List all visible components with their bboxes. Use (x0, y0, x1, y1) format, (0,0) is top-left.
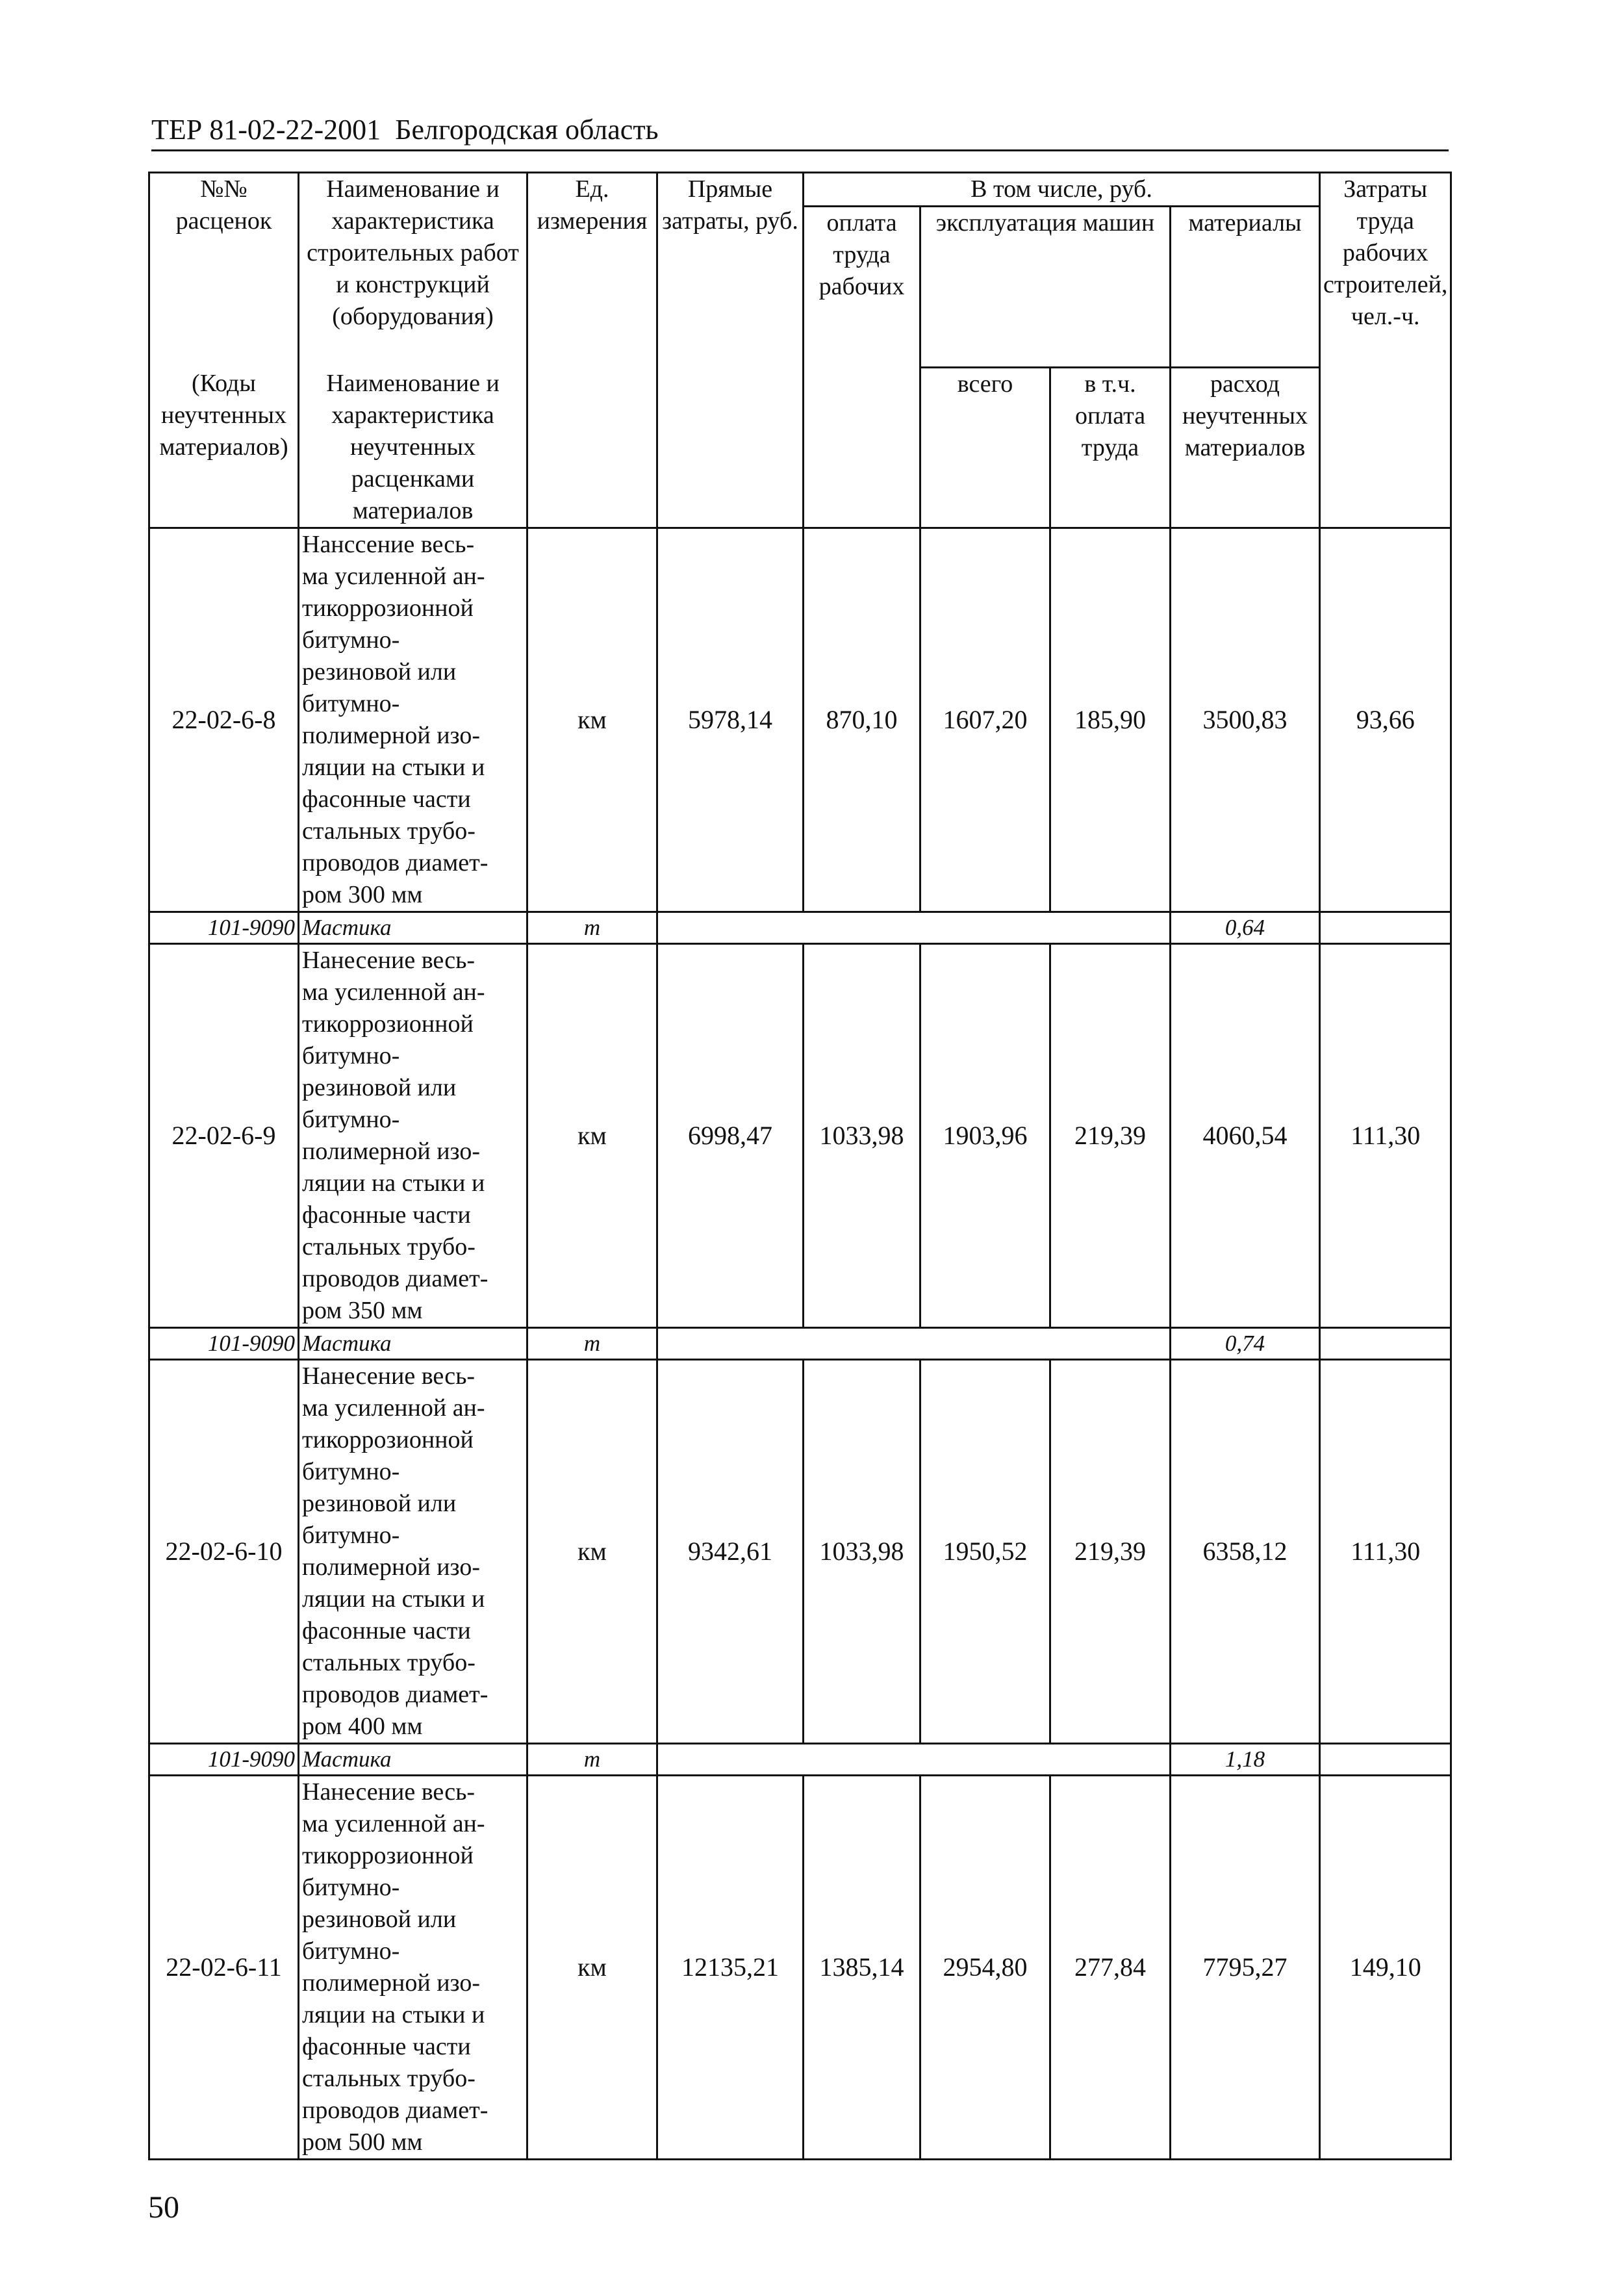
header-material-codes: (Коды неучтенных материалов) (149, 368, 299, 528)
description-line: битумно- (302, 1873, 400, 1901)
materials-cost: 3500,83 (1171, 528, 1320, 912)
description-line: ляции на стыки и (302, 1585, 485, 1613)
description-line: Нанссение весь- (302, 530, 475, 558)
material-name: Мастика (299, 1327, 527, 1359)
work-description (299, 528, 527, 912)
direct-costs: 9342,61 (657, 1359, 804, 1743)
description-line: Нанесение весь- (302, 1778, 476, 1806)
material-row (149, 912, 1451, 943)
materials-cost: 7795,27 (1171, 1775, 1320, 2159)
material-empty (1320, 912, 1451, 943)
header-rate-number: №№ расценок (149, 173, 299, 368)
description-line: резиновой или (302, 658, 457, 685)
description-line: стальных трубо- (302, 1233, 476, 1260)
page-number: 50 (148, 2190, 179, 2225)
description-line: ляции на стыки и (302, 753, 485, 781)
description-line: ма усиленной ан- (302, 562, 485, 590)
header-work-name: Наименование и характеристика строительных работ и конструкций (оборудования) (299, 173, 527, 368)
description-line: ром 350 мм (302, 1296, 423, 1324)
machines-total: 2954,80 (920, 1775, 1050, 2159)
material-name: Мастика (299, 912, 527, 943)
material-code: 101-9090 (149, 1327, 299, 1359)
rate-code: 22-02-6-11 (149, 1775, 299, 2159)
description-line: проводов диамет- (302, 849, 488, 876)
direct-costs: 5978,14 (657, 528, 804, 912)
description-line: фасонные части (302, 1616, 471, 1644)
description-line: ром 500 мм (302, 2128, 423, 2156)
unit: км (527, 943, 657, 1327)
description-line: полимерной изо- (302, 1553, 480, 1581)
description-line: битумно- (302, 1041, 400, 1069)
description-line: ма усиленной ан- (302, 978, 485, 1006)
description-line: тикоррозионной (302, 1425, 474, 1453)
header-machines-total: всего (920, 368, 1050, 528)
description-line: ром 400 мм (302, 1712, 423, 1740)
machines-total: 1903,96 (920, 943, 1050, 1327)
labor-pay: 1033,98 (804, 1359, 920, 1743)
description-line: стальных трубо- (302, 1648, 476, 1676)
labor-hours: 93,66 (1320, 528, 1451, 912)
description-line: полимерной изо- (302, 721, 480, 749)
unit: км (527, 1775, 657, 2159)
rate-code: 22-02-6-9 (149, 943, 299, 1327)
header-unit: Ед. измерения (527, 173, 657, 528)
machines-labor: 277,84 (1050, 1775, 1171, 2159)
unit: км (527, 528, 657, 912)
machines-total: 1950,52 (920, 1359, 1050, 1743)
direct-costs: 6998,47 (657, 943, 804, 1327)
material-unit: т (527, 912, 657, 943)
description-line: тикоррозионной (302, 594, 474, 622)
description-line: стальных трубо- (302, 2064, 476, 2092)
unit: км (527, 1359, 657, 1743)
description-line: резиновой или (302, 1905, 457, 1933)
labor-pay: 1033,98 (804, 943, 920, 1327)
material-unit: т (527, 1327, 657, 1359)
material-blank (657, 1327, 1171, 1359)
material-row (149, 1327, 1451, 1359)
rates-table (148, 172, 1452, 2160)
header-material-names: Наименование и характеристика неучтенных расценками материалов (299, 368, 527, 528)
description-line: ром 300 мм (302, 880, 423, 908)
header-materials: материалы (1171, 207, 1320, 368)
materials-cost: 6358,12 (1171, 1359, 1320, 1743)
material-quantity: 0,64 (1171, 912, 1320, 943)
description-line: фасонные части (302, 785, 471, 813)
description-line: проводов диамет- (302, 1680, 488, 1708)
description-line: проводов диамет- (302, 1264, 488, 1292)
labor-hours: 111,30 (1320, 943, 1451, 1327)
material-unit: т (527, 1743, 657, 1775)
machines-labor: 219,39 (1050, 1359, 1171, 1743)
header-machines: эксплуатация машин (920, 207, 1171, 368)
material-name: Мастика (299, 1743, 527, 1775)
machines-labor: 185,90 (1050, 528, 1171, 912)
material-blank (657, 912, 1171, 943)
header-material-usage: расход неучтенных материалов (1171, 368, 1320, 528)
labor-hours: 111,30 (1320, 1359, 1451, 1743)
description-line: битумно- (302, 1937, 400, 1965)
description-line: ма усиленной ан- (302, 1394, 485, 1422)
material-row (149, 1743, 1451, 1775)
work-description (299, 1775, 527, 2159)
material-quantity: 1,18 (1171, 1743, 1320, 1775)
description-line: полимерной изо- (302, 1969, 480, 1997)
description-line: битумно- (302, 689, 400, 717)
description-line: битумно- (302, 626, 400, 654)
header-labor-hours: Затраты труда рабочих строителей, чел.-ч. (1320, 173, 1451, 528)
rate-row (149, 528, 1451, 912)
description-line: тикоррозионной (302, 1010, 474, 1038)
material-empty (1320, 1743, 1451, 1775)
description-line: фасонные части (302, 2032, 471, 2060)
description-line: ляции на стыки и (302, 2000, 485, 2028)
material-blank (657, 1743, 1171, 1775)
machines-labor: 219,39 (1050, 943, 1171, 1327)
description-line: Нанесение весь- (302, 946, 476, 974)
description-line: стальных трубо- (302, 817, 476, 845)
description-line: проводов диамет- (302, 2096, 488, 2124)
description-line: битумно- (302, 1457, 400, 1485)
description-line: фасонные части (302, 1201, 471, 1229)
doc-code: ТЕР 81-02-22-2001 (151, 114, 381, 146)
rate-code: 22-02-6-8 (149, 528, 299, 912)
rate-row (149, 1775, 1451, 2159)
description-line: битумно- (302, 1521, 400, 1549)
work-description (299, 943, 527, 1327)
material-code: 101-9090 (149, 912, 299, 943)
rate-row (149, 1359, 1451, 1743)
header-machines-labor: в т.ч. оплата труда (1050, 368, 1171, 528)
header-row-1 (149, 173, 1451, 207)
header-labor-pay: оплата труда рабочих (804, 207, 920, 528)
description-line: резиновой или (302, 1489, 457, 1517)
header-direct-costs: Прямые затраты, руб. (657, 173, 804, 528)
description-line: битумно- (302, 1105, 400, 1133)
description-line: ляции на стыки и (302, 1169, 485, 1197)
materials-cost: 4060,54 (1171, 943, 1320, 1327)
material-empty (1320, 1327, 1451, 1359)
description-line: ма усиленной ан- (302, 1809, 485, 1837)
material-quantity: 0,74 (1171, 1327, 1320, 1359)
work-description (299, 1359, 527, 1743)
labor-hours: 149,10 (1320, 1775, 1451, 2159)
region-title: Белгородская область (395, 114, 659, 146)
rate-code: 22-02-6-10 (149, 1359, 299, 1743)
labor-pay: 1385,14 (804, 1775, 920, 2159)
machines-total: 1607,20 (920, 528, 1050, 912)
description-line: резиновой или (302, 1073, 457, 1101)
page-header (151, 112, 1449, 151)
direct-costs: 12135,21 (657, 1775, 804, 2159)
description-line: Нанесение весь- (302, 1362, 476, 1390)
labor-pay: 870,10 (804, 528, 920, 912)
rate-row (149, 943, 1451, 1327)
header-including: В том числе, руб. (804, 173, 1320, 207)
description-line: тикоррозионной (302, 1841, 474, 1869)
material-code: 101-9090 (149, 1743, 299, 1775)
description-line: полимерной изо- (302, 1137, 480, 1165)
